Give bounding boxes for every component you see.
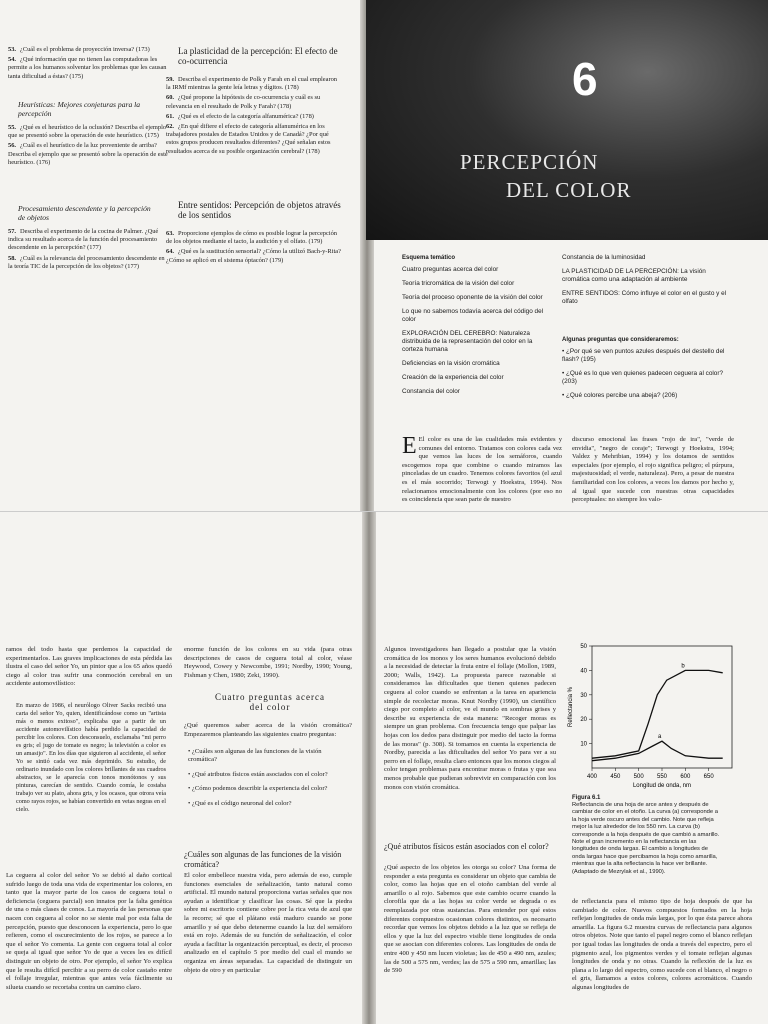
subheading: ¿Cuáles son algunas de las funciones de la visión cromática?: [184, 850, 342, 869]
reflectance-chart: [564, 640, 744, 792]
question-text: ¿Qué es el efecto de la categoría alfanumérica? (178): [178, 112, 314, 120]
x-tick-label: 400: [586, 774, 598, 780]
study-question: [8, 255, 168, 271]
outline-item: Lo que no sabemos todavía acerca del código del color: [402, 308, 544, 323]
series-label-b: b: [681, 663, 685, 670]
question-text: ¿En qué difiere el efecto de categoría alfanumérica en los trabajadores postales de Estados Unidos y de Canadá? ¿Por qué estos grupos producen resultados diferentes? ¿Qué señalan estos resultados acerca de su posible organización cerebral? (178): [166, 123, 331, 155]
left-page-184: [0, 0, 362, 512]
col1-bottom-text: La ceguera al color del señor Yo se debió al daño cortical sufrido luego de toda una vida de experimentar los colores, en tanto que la mayor parte de los casos de ceguera total o deficiencia (ceguera parcial) son innatos por la falta genética de una o más clases de conos. La mayoría de las personas que nacen con ceguera al color no se siente mal por esta falta de percepción, puesto que desconocen la experiencia, pero lo que refieren, como el oscurecimiento de los rojos, se parece a lo que el señor Yo comenta. La gente con ceguera total al color se queja al igual que señor Yo de que a veces les es difícil distinguir un objeto de otro. Por ejemplo, el señor Yo explica que le resulta difícil percibir a su perro de color castaño entre el follaje irregular, mientras que antes veía fácilmente su silueta cuando se recortaba contra un camino claro.: [6, 872, 172, 991]
questions-heading: Algunas preguntas que consideraremos:: [562, 337, 679, 343]
question-text: Describa el experimento de la cocina de Palmer. ¿Qué indica su resultado acerca de la función del procesamiento descendente en la percepción? (177): [8, 228, 159, 252]
bullet-item: • ¿Por qué se ven puntos azules después del destello del flash? (195): [562, 348, 725, 363]
section-intro: ¿Qué queremos saber acerca de la visión cromática? Empezaremos planteando las siguientes cuatro preguntas:: [184, 722, 352, 738]
figure-label: Figura 6.1: [572, 795, 601, 801]
question-text: ¿Qué es la sustitución sensorial? ¿Cómo la utilizó Bach-y-Rita? ¿Cómo se aplicó en el sistema óptacón? (179): [166, 248, 341, 264]
outline-item: EXPLORACIÓN DEL CEREBRO: Naturaleza distribuida de la representación del color en la corteza humana: [402, 330, 533, 353]
col1-top-text: ramos del todo hasta que perdemos la capacidad de experimentarlos. Las graves implicaciones de esta pérdida las ilustra el caso del señor Yo, un pintor que a los 65 años quedó ciego al color tras sufrir una conmoción cerebral en un accidente automovilístico:: [6, 646, 172, 688]
question-text: ¿Cuál es el problema de proyección inversa? (173): [20, 46, 150, 53]
outline-item: Teoría del proceso oponente de la visión del color: [402, 294, 543, 301]
outline-item: ENTRE SENTIDOS: Cómo influye el color en el gusto y el olfato: [562, 290, 727, 305]
col1-quote: En marzo de 1986, el neurólogo Oliver Sacks recibió una carta del señor Yo, quien, identificándose como un "artista más o menos exitoso", explicaba que a partir de un accidente automovilístico había perdido la capacidad de percibir los colores. Con desconsuelo, exclamaba "mi perro es gris; el jugo de tomate es negro; la televisión a color es un amasijo". En los días que siguieron al accidente, el señor Yo se sintió cada vez más deprimido. Su estudio, de ordinario inundado con los colores brillantes de sus cuadros abstractos, se le aparecía con tonos monótonos y sus pinturas, carecían de sentido. Cuando comía, le costaba trabajo ver su plato, ahora gris, y los ocasos, que otrora veía como rayos rojos, se habían convertido en vetas negras en el cielo.: [16, 702, 166, 813]
question-number: 55.: [8, 124, 16, 131]
question-list-e: [166, 230, 342, 267]
study-question: [166, 123, 342, 156]
col1-top-text: Algunos investigadores han llegado a postular que la visión cromática de los monos y los seres humanos evolucionó debido a la necesidad de detectar la fruta entre el follaje (Mollon, 1989, 2000; Walls, 1942). La propuesta parece razonable si consideramos las dificultades que tienen quienes padecen ceguera al color cuando se enfrentan a la tarea en apariencia simple de recolectar moras. Knut Nordby (1990), un científico ciego por completo al color, ve el mundo en sombras grises y describe su experiencia de esta manera: "Recoger moras es siempre un gran problema. Con frecuencia tengo que palpar las hojas con los dedos para distinguir por medio del tacto la forma de las moras" (p. 308). Si tomamos en cuenta la experiencia de Nordby, parecida a las dificultades del señor Yo para ver a su perro en el follaje, resulta claro entonces que los monos ciegos al color tengan problemas para encontrar moras o frutas y que sea menos probable que pudieran sobrevivir en comparación con los monos con visión cromática.: [384, 646, 556, 791]
subheading: ¿Qué atributos físicos están asociados con el color?: [384, 842, 549, 851]
col2-top-text: enorme función de los colores en su vida (para otras descripciones de casos de ceguera total al color, véase Heywood, Cowey y Newcombe, 1991; Nordby, 1990; Young, Fishman y Chen, 1980; Zeki, 1990).: [184, 646, 352, 679]
bullet-item: • ¿Cómo podemos describir la experiencia del color?: [188, 785, 328, 793]
right-page: [376, 512, 768, 1024]
plot-frame: [592, 646, 732, 768]
study-question: [8, 56, 168, 81]
intro-column-2: discurso emocional las frases "rojo de ira", "verde de envidia", "negro de coraje"; Terwogt y Hoekstra, 1994; Valdez y Mehribian, 1994) y los dotamos de sentidos especiales (por ejemplo, el rojo significa peligro; el púrpura, majestuosidad; el verde, naturaleza). Pero, a pesar de nuestra familiaridad con los colores, a veces los damos por hecho y, al igual que sucede con nuestras otras capacidades perceptuales: no siempre los valo-: [572, 436, 734, 504]
y-tick-label: 30: [580, 692, 587, 699]
question-number: 64.: [166, 248, 174, 256]
heading-plasticity: La plasticidad de la percepción: El efecto de co-ocurrencia: [178, 46, 338, 66]
y-tick-label: 50: [580, 644, 587, 650]
section-heading: Cuatro preguntas acerca del color: [215, 692, 325, 712]
y-tick-label: 10: [580, 741, 587, 748]
gutter: [362, 512, 376, 1024]
figure-caption: Reflectancia de una hoja de arce antes y después de cambiar de color en el otoño. La curva (a) corresponde a la hoja verde oscuro antes del cambio. Note que refleja mejor la luz alrededor de los 550 nm. La curva (b) corresponde a la hoja después de que cambió a amarillo. Note el gran incremento en la reflectancia en las longitudes de onda largas. El cambio a longitudes de onda largas hace que percibamos la hoja como amarilla, mientras que la alta reflectancia la hace ver brillante. (Adaptado de Mezrylak et al., 1990).: [572, 802, 720, 875]
question-list-c: [8, 228, 168, 273]
y-axis-label: Reflectancia %: [568, 686, 574, 728]
series-line-a: [592, 741, 723, 761]
study-question: [8, 142, 168, 167]
left-page: [0, 512, 364, 1024]
col1-body: ¿Qué aspecto de los objetos les otorga su color? Una forma de responder a esta pregunta es considerar un objeto que cambia de color, como las hojas que en el otoño cambian del verde al amarillo o al rojo. Sabemos que este cambio ocurre cuando la clorofila que da a las hojas su color verde se degrada o es reemplazada por otras sustancias. Para entender por qué estos diferentes compuestos ocasionan colores distintos, es necesario recordar que vemos los objetos debido a la luz que se refleja de ellos y que la luz del espectro visible tiene longitudes de onda que se asocian con diferentes colores. Las longitudes de onda de entre 400 y 450 nm lucen violetas; las de 450 a 490 nm, azules; las de 500 a 575 nm, verdes; las de 575 a 590 nm, amarillas; las de 590: [384, 864, 556, 975]
question-text: ¿Qué propone la hipótesis de co-ocurrencia y cuál es su relevancia en el resultado de Polk y Farah? (178): [166, 94, 321, 110]
question-list-d: [166, 76, 342, 158]
x-tick-label: 450: [610, 774, 621, 780]
x-tick-label: 600: [680, 774, 691, 780]
heading-heuristics: Heurísticas: Mejores conjeturas para la percepción: [18, 100, 141, 118]
question-number: 57.: [8, 228, 16, 235]
chapter-questions: [562, 348, 732, 406]
right-page-185: [366, 0, 768, 512]
chapter-title-line2: DEL COLOR: [506, 178, 632, 202]
question-list-b: [8, 124, 168, 169]
question-number: 62.: [166, 123, 174, 131]
study-question: [166, 76, 342, 92]
chapter-title-line1: PERCEPCIÓN: [460, 150, 599, 174]
y-tick-label: 40: [580, 668, 587, 675]
study-question: [8, 124, 168, 140]
question-number: 60.: [166, 94, 174, 102]
question-bullets: [188, 748, 352, 814]
study-question: [166, 230, 342, 246]
question-text: Describa el experimento de Polk y Farah en el cual emplearon la IRMf mientras la gente leía letras y dígitos. (178): [166, 76, 337, 92]
x-axis-label: Longitud de onda, nm: [632, 783, 692, 789]
bullet-item: • ¿Cuáles son algunas de las funciones de la visión cromática?: [188, 748, 322, 764]
x-tick-label: 550: [656, 774, 668, 780]
outline-item: Constancia de la luminosidad: [562, 254, 646, 261]
question-text: ¿Cuál es la relevancia del procesamiento descendente en la teoría TIC de la percepción de los objetos? (177): [8, 254, 165, 270]
chapter-banner: [366, 0, 768, 240]
series-label-a: a: [658, 734, 662, 741]
question-number: 58.: [8, 254, 16, 262]
bullet-item: • ¿Qué colores percibe una abeja? (206): [562, 392, 678, 399]
outline-left: [402, 266, 552, 402]
outline-item: Teoría tricromática de la visión del color: [402, 280, 515, 287]
chapter-number: 6: [572, 53, 598, 105]
question-list-a: [8, 46, 168, 83]
question-number: 59.: [166, 76, 174, 83]
question-text: ¿Qué información que no tienen las computadoras les permite a los humanos solventar los problemas que les causan tanta dificultad a éstas? (175): [8, 56, 167, 80]
outline-item: Deficiencias en la visión cromática: [402, 360, 500, 367]
x-tick-label: 500: [633, 774, 644, 780]
question-number: 54.: [8, 56, 16, 64]
outline-right: [562, 254, 732, 312]
study-question: [8, 46, 168, 54]
x-tick-label: 650: [703, 774, 714, 780]
question-text: ¿Cuál es el heurístico de la luz proveniente de arriba? Describa el ejemplo que se presentó sobre la operación de este heurístico. (176): [8, 142, 168, 166]
outline-item: Cuatro preguntas acerca del color: [402, 266, 499, 273]
study-question: [166, 113, 342, 121]
question-number: 61.: [166, 112, 174, 120]
study-question: [166, 94, 342, 110]
outline-item: LA PLASTICIDAD DE LA PERCEPCIÓN: La visión cromática como una adaptación al ambiente: [562, 268, 706, 283]
heading-topdown: Procesamiento descendente y la percepción de objetos: [18, 204, 151, 222]
study-question: [166, 248, 342, 264]
bottom-spread: [0, 512, 768, 1024]
question-text: Proporcione ejemplos de cómo es posible lograr la percepción de los objetos mediante el tacto, la audición y el olfato. (179): [166, 230, 338, 246]
intro-column-1: E El color es una de las cualidades más evidentes y comunes del entorno. Tratamos con colores cada vez que vemos las luces de los semáforos, cuando escogemos ropa que combine o cuando miramos las pinceladas de un cuadro. Tenemos colores favoritos (el azul es el más socorrido; Terwogt y Hoekstra, 1994). Nos relacionamos emocionalmente con los colores (por eso no es coincidencia que sean parte de nuestro: [402, 433, 562, 504]
heading-senses: Entre sentidos: Percepción de objetos através de los sentidos: [178, 200, 341, 220]
bullet-item: • ¿Qué es el código neuronal del color?: [188, 799, 292, 807]
bullet-item: • ¿Qué atributos físicos están asociados con el color?: [188, 770, 328, 778]
outline-item: Constancia del color: [402, 388, 460, 395]
series-line-b: [592, 670, 723, 758]
question-text: ¿Qué es el heurístico de la oclusión? Describa el ejemplo que se presentó sobre la operación de este heurístico. (175): [8, 124, 167, 140]
col2-body: El color embellece nuestra vida, pero además de eso, cumple funciones esenciales de señalización, tanto natural como artificial. El mundo natural proporciona varias señales que nos ayudan a identificar y clasificar las cosas. Sé que la piedra sobre mi escritorio contiene cobre por la rica veta de azul que la recorre; sé que el plátano está maduro cuando se pone amarillo y sé que debo detenerme cuando la luz del semáforo está en rojo. Además de su función de señalización, el color ayuda a facilitar la organización perceptual, es decir, el proceso analizado en el capítulo 5 por medio del cual el mundo se organiza en áreas separadas. La capacidad de distinguir un objeto de otro y en particular: [184, 872, 352, 974]
bullet-item: • ¿Qué es lo que ven quienes padecen ceguera al color? (203): [562, 370, 724, 385]
outline-heading: Esquema temático: [402, 255, 456, 261]
question-number: 56.: [8, 142, 16, 150]
study-question: [8, 228, 168, 253]
y-tick-label: 20: [580, 717, 587, 724]
question-number: 53.: [8, 46, 16, 53]
outline-item: Creación de la experiencia del color: [402, 374, 504, 381]
col2-body: de reflectancia para el mismo tipo de hoja después de que ha cambiado de color. Nuevos compuestos formados en la hoja reflejan longitudes de onda más largas, por lo que ésta parece ahora amarilla. La figura 6.2 muestra curvas de reflectancia para algunos otros objetos. Note que tanto el papel negro como el blanco reflejan por igual todas las longitudes de onda a través del espectro, pero el pigmento azul, los pigmentos verdes y el tomate reflejan algunas longitudes de onda y no otras. Cuando la reflexión de la luz es plana a lo largo del espectro, como sucede con el blanco, el negro o el gris, llamamos a estos colores, colores acromáticos. Cuando algunas longitudes de: [572, 898, 752, 991]
question-number: 63.: [166, 230, 174, 237]
